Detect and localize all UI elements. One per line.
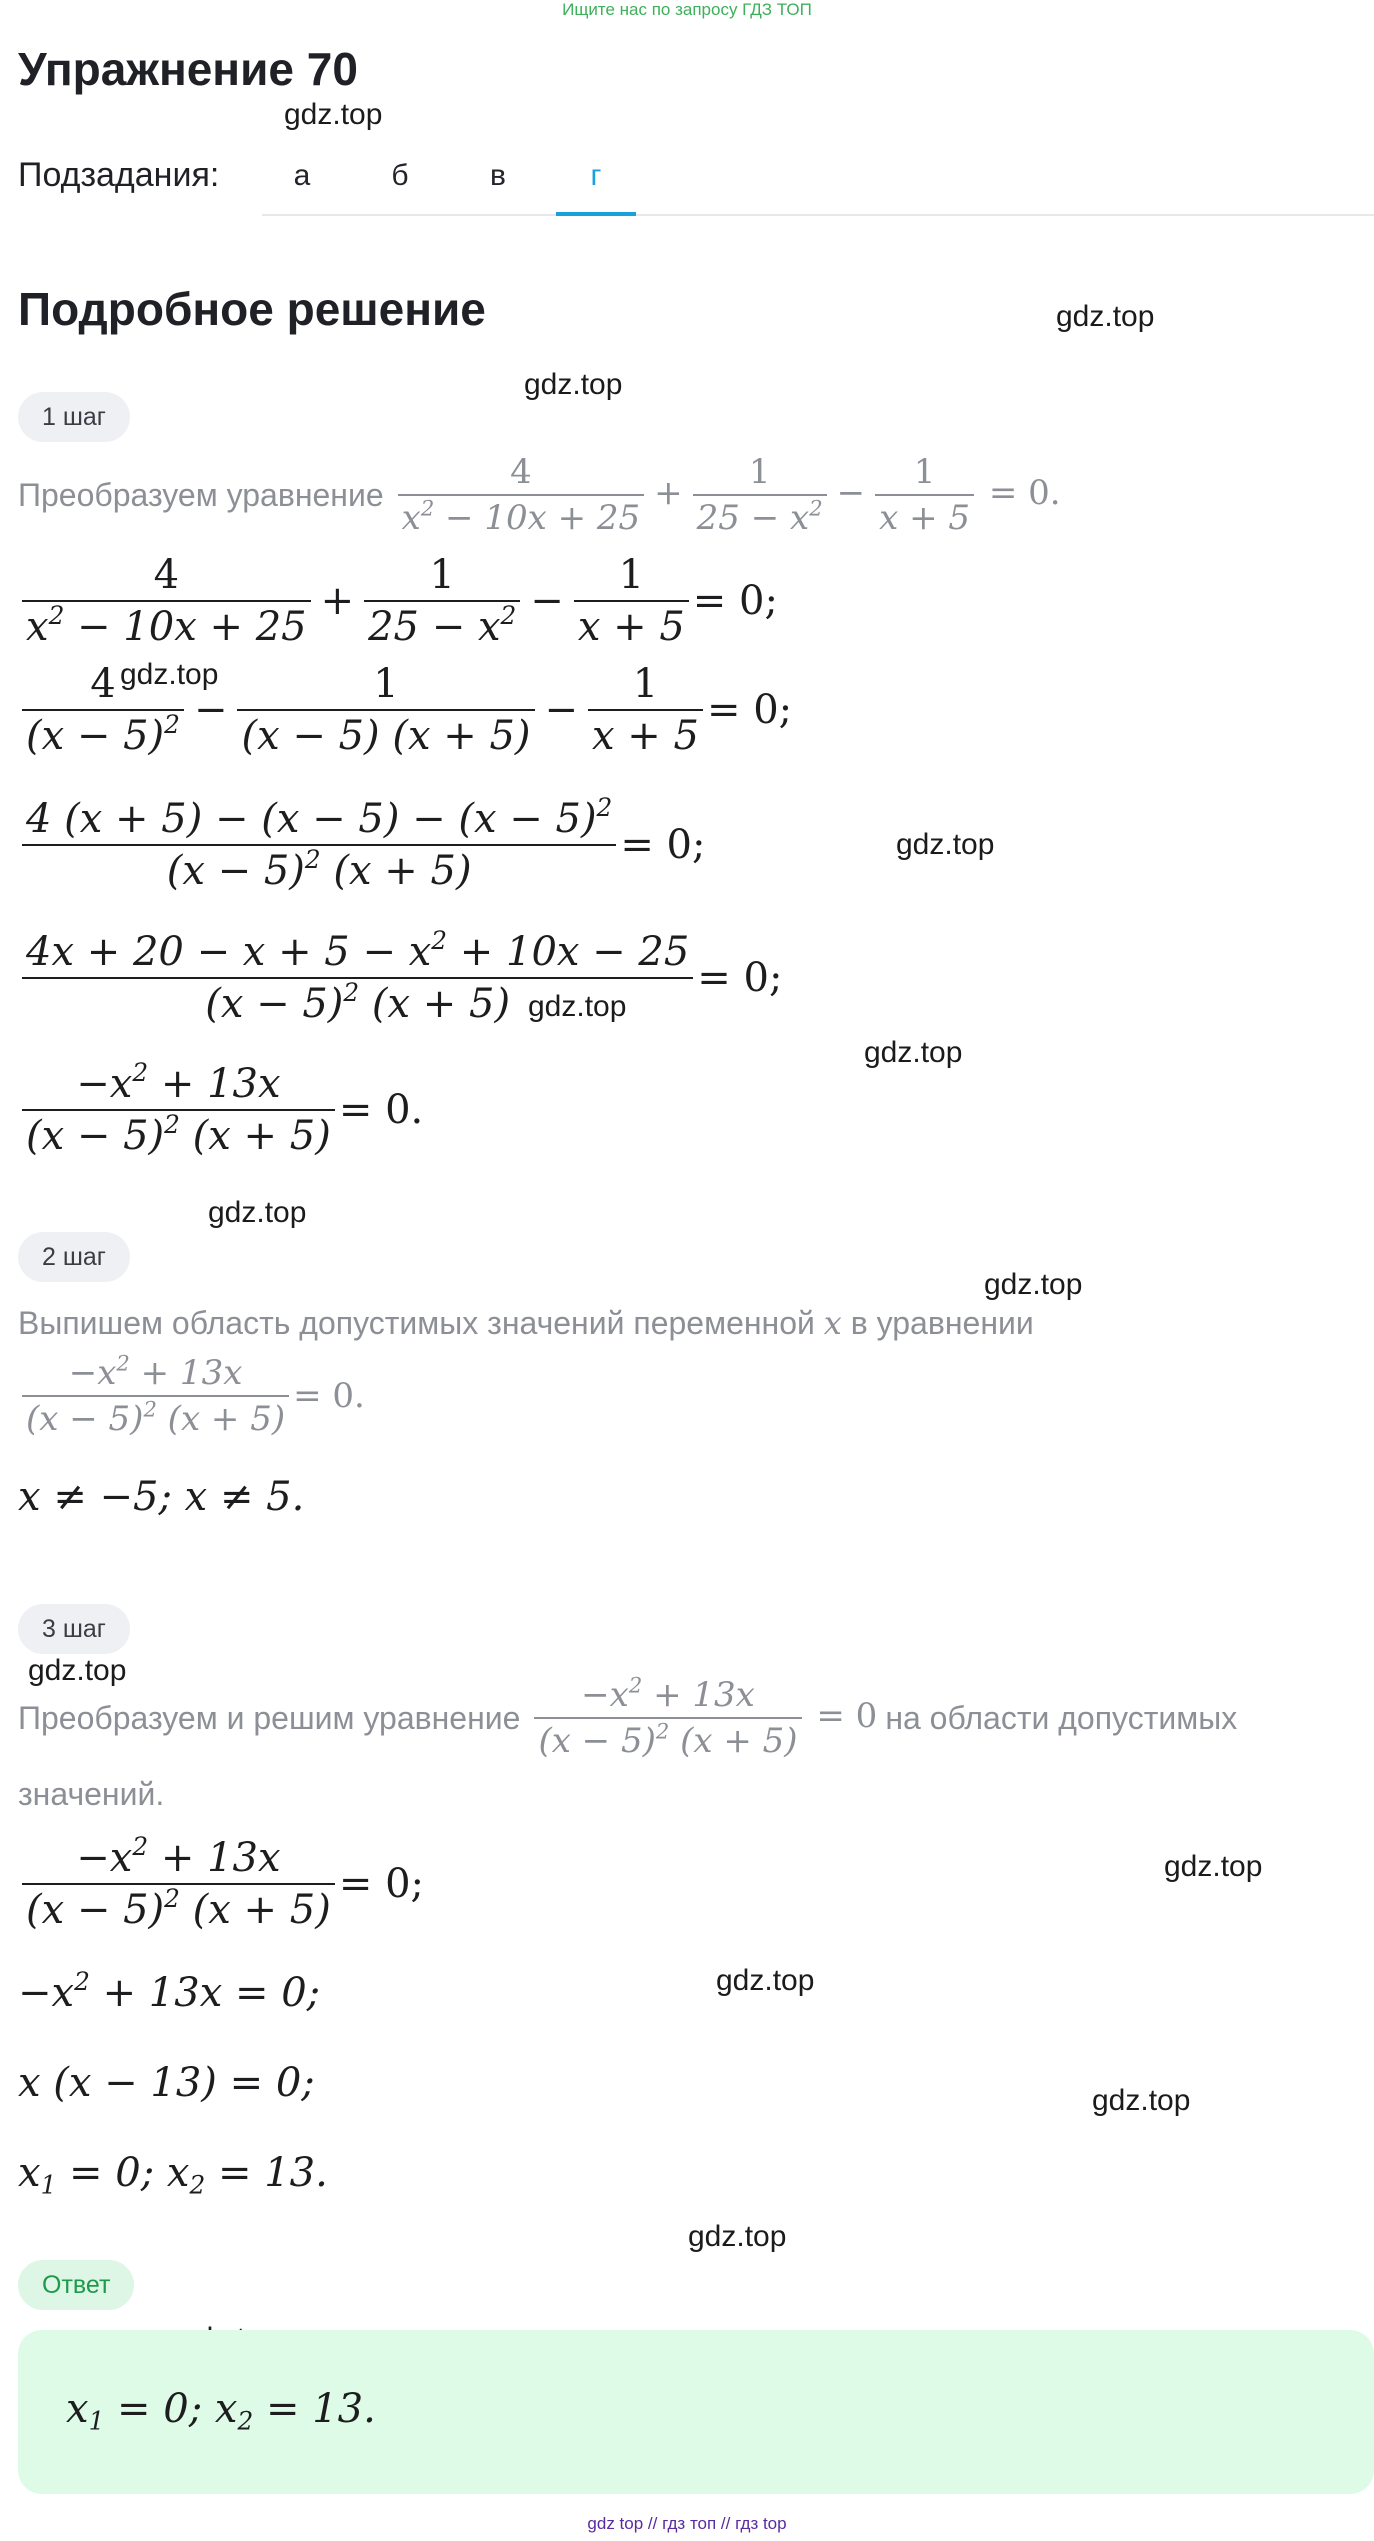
solution-heading: Подробное решение — [18, 283, 486, 335]
answer-badge: Ответ — [18, 2260, 134, 2310]
watermark: gdz.top — [28, 1654, 127, 1687]
watermark: gdz.top — [688, 2220, 787, 2253]
step-2-description — [18, 1304, 1034, 1342]
equation-line-2: $\frac{4}{(x - 5)^2}$ − $\frac{1}{(x - 5) (x + 5)}$ − $\frac{1}{x + 5}$ = 0; — [18, 654, 792, 766]
equation-line-4: $\frac{4x + 20 - x + 5 - x^2 + 10x - 25}{(x - 5)^2 (x + 5)}$ = 0; — [18, 922, 782, 1034]
step-1-equation: $\frac{4}{x^2 - 10x + 25}$ + $\frac{1}{25 - x^2}$ − $\frac{1}{x + 5}$ = 0. — [394, 452, 1061, 538]
equation-line-5: $\frac{-x^2 + 13x}{(x - 5)^2 (x + 5)}$ = 0. — [18, 1052, 423, 1168]
subtask-tabs — [262, 140, 1374, 216]
step-2-variable: x — [823, 1304, 842, 1342]
step-3-equation: $\frac{-x^2 + 13x}{(x - 5)^2 (x + 5)}$ = 0 — [530, 1675, 877, 1761]
equation-line-1: $\frac{4}{x^2 - 10x + 25}$ + $\frac{1}{25 - x^2}$ − $\frac{1}{x + 5}$ = 0; — [18, 546, 778, 656]
equation-line-7: $-x^2 + 13x = 0$; — [18, 1966, 321, 2016]
watermark: gdz.top — [1092, 2084, 1191, 2117]
watermark: gdz.top — [208, 1196, 307, 1229]
tab-a[interactable]: а — [293, 159, 311, 192]
domain-result: x ≠ −5; x ≠ 5. — [18, 1474, 305, 1520]
watermark: gdz.top — [528, 990, 627, 1023]
equation-line-9: $x_1 = 0$; $x_2 = 13$. — [18, 2150, 328, 2200]
footer-links[interactable]: gdz top // гдз топ // гдз top — [587, 2514, 787, 2533]
watermark: gdz.top — [896, 828, 995, 861]
watermark: gdz.top — [1056, 300, 1155, 333]
step-2-equation: $\frac{-x^2 + 13x}{(x - 5)^2 (x + 5)}$ = 0. — [18, 1346, 365, 1446]
tab-v[interactable]: в — [490, 159, 506, 192]
watermark: gdz.top — [1164, 1850, 1263, 1883]
equation-line-6: $\frac{-x^2 + 13x}{(x - 5)^2 (x + 5)}$ = 0; — [18, 1826, 424, 1942]
tab-g[interactable]: г — [556, 140, 636, 216]
tab-b[interactable]: б — [391, 159, 409, 192]
equation-line-3: $\frac{4 (x + 5) - (x - 5) - (x - 5)^2}{(x - 5)^2 (x + 5)}$ = 0; — [18, 786, 705, 904]
top-note: Ищите нас по запросу ГДЗ ТОП — [562, 0, 812, 19]
watermark: gdz.top — [524, 368, 623, 401]
equation-line-8: x (x − 13) = 0; — [18, 2060, 315, 2106]
answer-box — [18, 2330, 1374, 2494]
watermark: gdz.top — [120, 658, 219, 691]
step-1-badge: 1 шаг — [18, 392, 130, 442]
step-3-text: Преобразуем и решим уравнение — [18, 1699, 521, 1736]
step-2-text: Выпишем область допустимых значений переменной — [18, 1305, 815, 1341]
watermark: gdz.top — [864, 1036, 963, 1069]
watermark: gdz.top — [984, 1268, 1083, 1301]
step-3-text-end: на области допустимых — [885, 1699, 1238, 1736]
subtasks-label: Подзадания: — [18, 156, 220, 194]
step-3-text-line2: значений. — [18, 1776, 165, 1812]
step-1-description — [18, 450, 1061, 540]
step-3-description — [18, 1668, 1237, 1768]
page-title: Упражнение 70 — [18, 43, 358, 95]
step-2-badge: 2 шаг — [18, 1232, 130, 1282]
answer-value: $x_1 = 0$; $x_2 = 13$. — [66, 2386, 376, 2436]
watermark: gdz.top — [716, 1964, 815, 1997]
step-1-text: Преобразуем уравнение — [18, 476, 384, 513]
step-3-badge: 3 шаг — [18, 1604, 130, 1654]
watermark: gdz.top — [284, 98, 383, 131]
step-2-text-end: в уравнении — [850, 1305, 1034, 1341]
